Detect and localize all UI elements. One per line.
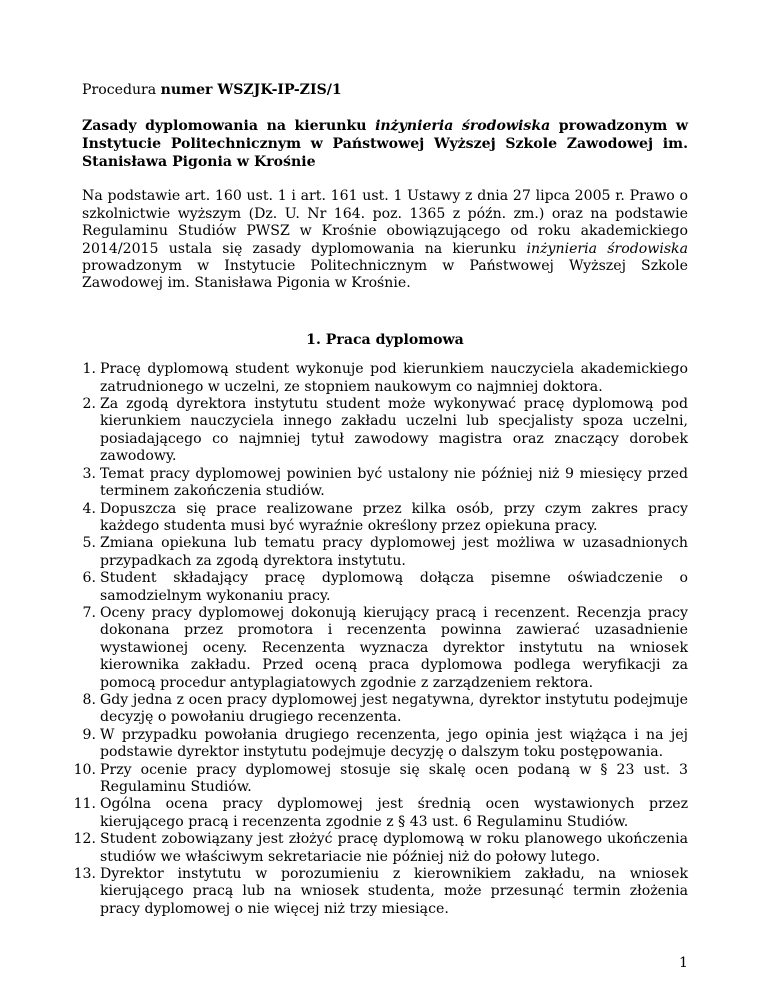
item-text: Ogólna ocena pracy dyplomowej jest średnią ocen wystawionych przez kierującego pracą i recenzenta zgodnie z § 43 ust. 6 Regulaminu Studiów. [100,796,688,830]
item-number: 12. [73,831,96,848]
item-text: Zmiana opiekuna lub tematu pracy dyplomowej jest możliwa w uzasadnionych przypadkach za zgodą dyrektora instytutu. [100,535,688,569]
title-part2: prowadzonym w Instytucie Politechnicznym w Państwowej Wyższej Szkole Zawodowej im. Stanisława Pigonia w Krośnie [82,118,688,171]
document-title [82,117,688,171]
item-text: Dyrektor instytutu w porozumieniu z kierownikiem zakładu, na wniosek kierującego pracą lub na wniosek studenta, może przesunąć termin złożenia pracy dyplomowej o nie więcej niż trzy miesiące. [100,866,688,917]
list-item [73,831,688,866]
title-part1: Zasady dyplomowania na kierunku [82,118,376,135]
item-number: 9. [82,726,96,743]
list-item [73,866,688,918]
item-number: 13. [73,866,96,883]
item-text: Gdy jedna z ocen pracy dyplomowej jest negatywna, dyrektor instytutu podejmuje decyzję o powołaniu drugiego recenzenta. [100,691,688,726]
item-number: 3. [82,465,96,482]
item-number: 4. [82,500,96,517]
item-number: 5. [82,535,96,552]
list-item [82,396,688,466]
item-number: 6. [82,570,96,587]
item-text: Temat pracy dyplomowej powinien być ustalony nie później niż 9 miesięcy przed terminem zakończenia studiów. [100,465,688,500]
procedure-number: numer WSZJK-IP-ZIS/1 [160,82,342,98]
item-text: Student składający pracę dyplomową dołącza pisemne oświadczenie o samodzielnym wykonaniu pracy. [100,570,688,604]
item-text: Przy ocenie pracy dyplomowej stosuje się skalę ocen podaną w § 23 ust. 3 Regulaminu Studiów. [100,761,688,795]
item-text: Student zobowiązany jest złożyć pracę dyplomową w roku planowego ukończenia studiów we właściwym sekretariacie nie później niż do połowy lutego. [100,831,688,865]
item-text: Za zgodą dyrektora instytutu student może wykonywać pracę dyplomową pod kierunkiem nauczyciela innego zakładu uczelni lub specjalisty spoza uczelni, posiadającego co najmniej tytuł zawodowy magistra oraz znaczący dorobek zawodowy. [100,396,688,465]
procedure-prefix: Procedura [82,82,157,98]
item-number: 10. [73,761,96,778]
intro-field-name: inżynieria środowiska [526,240,689,257]
title-field-name: inżynieria środowiska [375,118,551,135]
list-item [82,570,688,605]
list-item [73,796,688,831]
section-heading: 1. Praca dyplomowa [306,331,464,348]
list-item [82,605,688,692]
document-page [73,82,689,918]
points-list [73,361,688,918]
list-item [82,727,688,762]
item-number: 11. [73,796,96,813]
item-text: Dopuszcza się prace realizowane przez kilka osób, przy czym zakres pracy każdego studenta musi być wyraźnie określony przez opiekuna pracy. [100,500,688,534]
procedure-line [82,82,688,99]
list-item [82,466,688,501]
page-number: 1 [679,955,688,971]
intro-paragraph [82,188,688,292]
item-number: 1. [82,361,96,378]
list-item [82,535,688,570]
intro-part2: prowadzonym w Instytucie Politechnicznym w Państwowej Wyższej Szkole Zawodowej im. Stanisława Pigonia w Krośnie. [82,258,688,292]
item-number: 8. [82,691,96,708]
item-text: W przypadku powołania drugiego recenzenta, jego opinia jest wiążąca i na jej podstawie dyrektor instytutu podejmuje decyzję o dalszym toku postępowania. [100,726,688,761]
list-item [82,361,688,396]
intro-part1: Na podstawie art. 160 ust. 1 i art. 161 ust. 1 Ustawy z dnia 27 lipca 2005 r. Prawo o szkolnictwie wyższym (Dz. U. Nr 164. poz. 1365 z późn. zm.) oraz na podstawie Regulaminu Studiów PWSZ w Krośnie obowiązującego od roku akademickiego 2014/2015 ustala się zasady dyplomowania na kierunku [82,188,688,257]
item-number: 2. [82,396,96,413]
list-item [82,692,688,727]
list-item [73,761,688,797]
item-number: 7. [82,604,96,621]
list-item [82,501,688,536]
item-text: Pracę dyplomową student wykonuje pod kierunkiem nauczyciela akademickiego zatrudnionego w uczelni, ze stopniem naukowym co najmniej doktora. [100,361,688,395]
item-text: Oceny pracy dyplomowej dokonują kierujący pracą i recenzent. Recenzja pracy dokonana przez promotora i recenzenta powinna zawierać uzasadnienie wystawionej oceny. Recenzenta wyznacza dyrektor instytutu na wniosek kierownika zakładu. Przed oceną praca dyplomowa podlega weryfikacji za pomocą procedur antyplagiatowych zgodnie z zarządzeniem rektora. [100,604,688,691]
